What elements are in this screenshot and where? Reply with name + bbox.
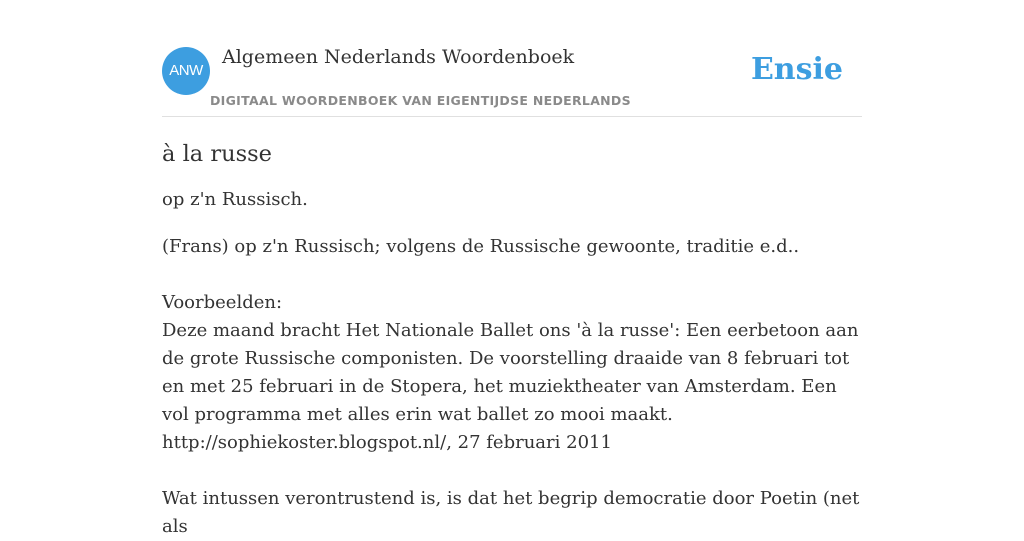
- examples-label: Voorbeelden:: [162, 292, 283, 313]
- ensie-logo[interactable]: Ensie: [750, 52, 843, 87]
- anw-logo[interactable]: ANW: [162, 47, 210, 95]
- example-source: http://sophiekoster.blogspot.nl/, 27 februari 2011: [162, 432, 612, 453]
- example-text: Deze maand bracht Het Nationale Ballet ons 'à la russe': Een eerbetoon aan de grote Russische componisten. De voorstelling draaide van 8 februari tot en met 25 februari in de Stopera, het muziektheater van Amsterdam. Een vol programma met alles erin wat ballet zo mooi maakt.: [162, 320, 859, 425]
- site-header: [162, 44, 862, 117]
- headword: à la russe: [162, 141, 272, 167]
- dictionary-entry: [162, 138, 862, 541]
- spacer: [162, 261, 862, 289]
- long-definition: (Frans) op z'n Russisch; volgens de Russische gewoonte, traditie e.d..: [162, 236, 800, 257]
- site-subtitle: DIGITAAL WOORDENBOEK VAN EIGENTIJDSE NEDERLANDS: [210, 93, 631, 108]
- site-title[interactable]: Algemeen Nederlands Woordenboek: [222, 46, 575, 68]
- short-definition: op z'n Russisch.: [162, 189, 308, 210]
- example-text: Wat intussen verontrustend is, is dat het begrip democratie door Poetin (net als: [162, 488, 860, 537]
- spacer: [162, 457, 862, 485]
